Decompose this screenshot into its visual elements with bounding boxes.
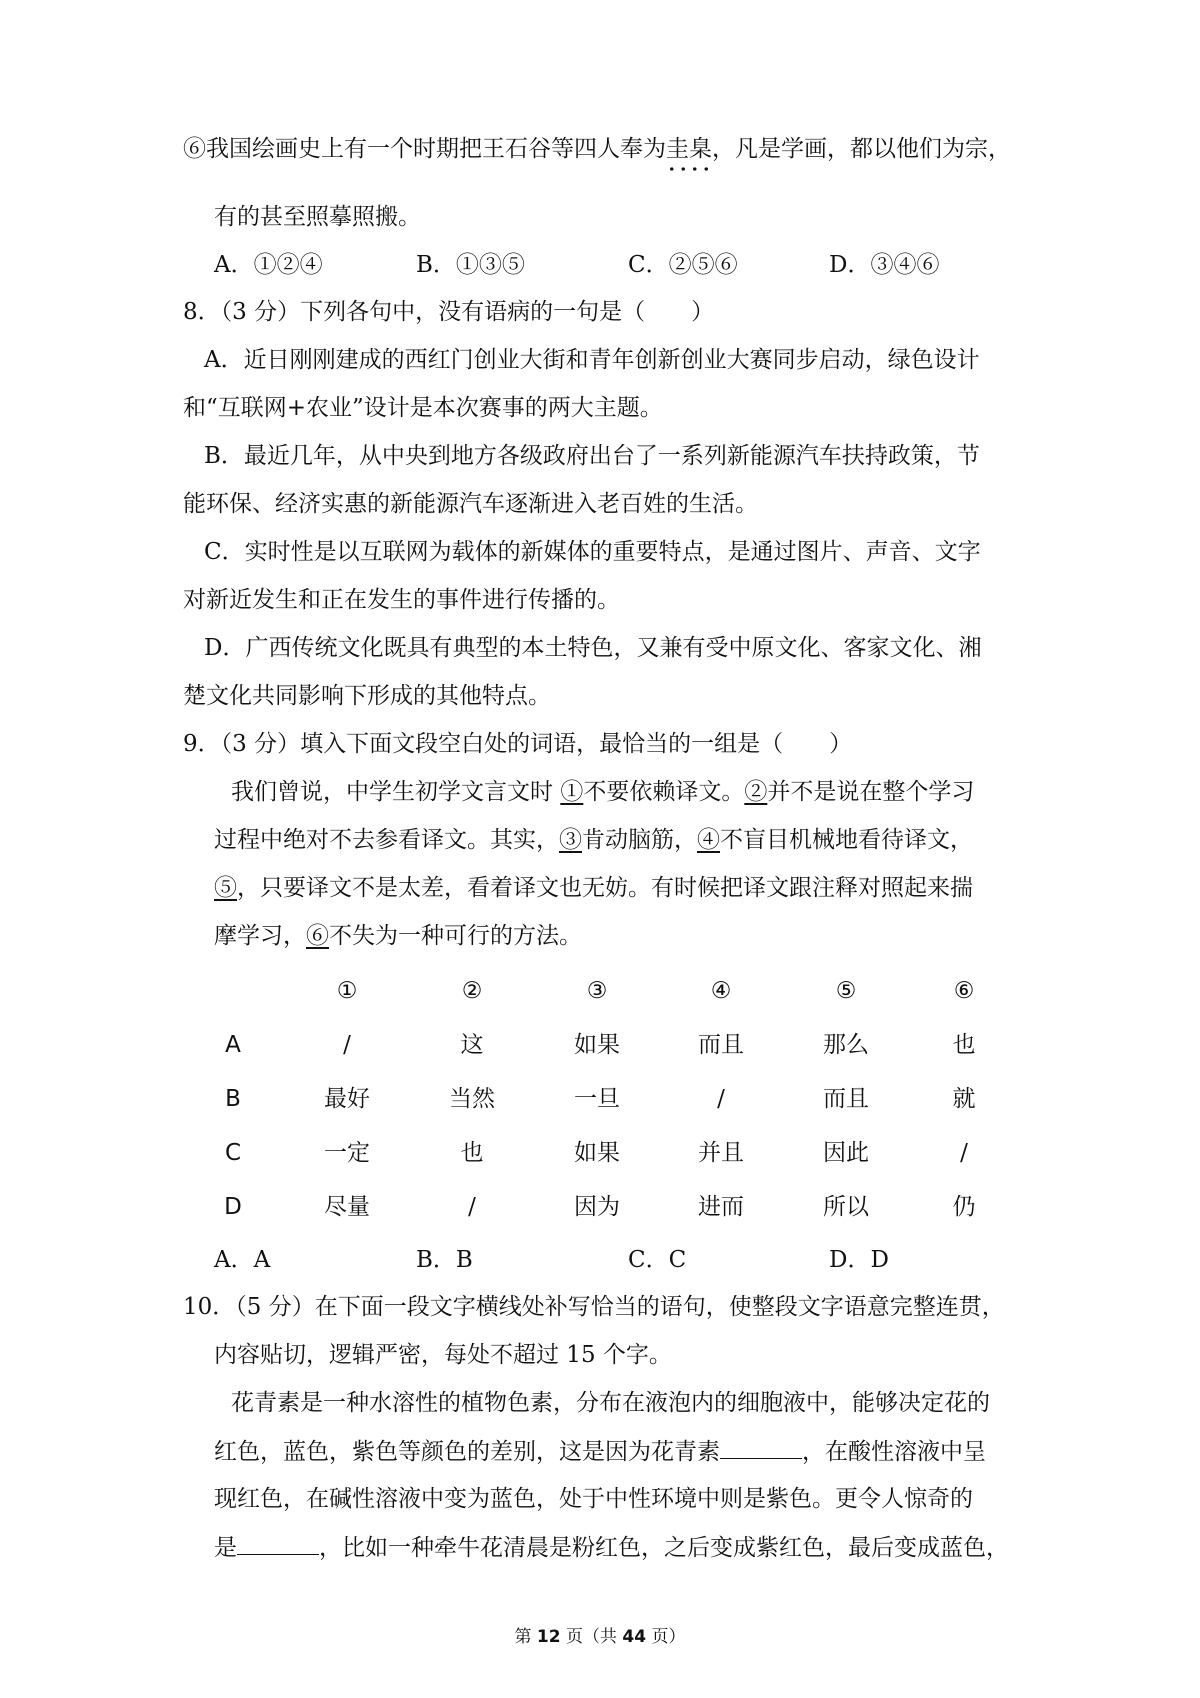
table-cell: 最好 <box>324 1086 370 1112</box>
table-cell: 如果 <box>574 1140 620 1166</box>
blank-marker-1: ① <box>560 779 584 805</box>
table-cell: 因此 <box>823 1140 869 1166</box>
table-row <box>0 1030 1200 1060</box>
table-cell: 仍 <box>952 1194 976 1220</box>
table-cell: 并且 <box>698 1140 744 1166</box>
q8-option-b-line1: B．最近几年，从中央到地方各级政府出台了一系列新能源汽车扶持政策，节 <box>204 443 980 469</box>
q10-passage-line3: 现红色，在碱性溶液中变为蓝色，处于中性环境中则是紫色。更令人惊奇的 <box>214 1486 973 1512</box>
table-cell: 尽量 <box>324 1194 370 1220</box>
table-cell: 也 <box>952 1032 976 1058</box>
table-cell: D <box>224 1194 242 1220</box>
q10-stem-line1: 10．（5 分）在下面一段文字横线处补写恰当的语句，使整段文字语意完整连贯， <box>183 1294 1005 1320</box>
q9-passage-line2: 过程中绝对不去参看译文。其实，③肯动脑筋，④不盲目机械地看待译文， <box>214 827 973 853</box>
q8-option-a-line2: 和“互联网+农业”设计是本次赛事的两大主题。 <box>183 395 663 421</box>
q10-passage-line4: 是 ，比如一种牵牛花清晨是粉红色，之后变成紫红色，最后变成蓝色， <box>214 1532 1009 1563</box>
q7-option-c: C．②⑤⑥ <box>628 252 738 278</box>
table-cell: 就 <box>952 1086 976 1112</box>
q8-option-d-line2: 楚文化共同影响下形成的其他特点。 <box>183 683 551 709</box>
table-row <box>0 1138 1200 1168</box>
table-cell: A <box>225 1032 241 1058</box>
table-cell: B <box>225 1086 241 1112</box>
q9-passage-line1: 我们曾说，中学生初学文言文时 ①不要依赖译文。②并不是说在整个学习 <box>231 779 975 805</box>
q8-option-a-line1: A．近日刚刚建成的西红门创业大街和青年创新创业大赛同步启动，绿色设计 <box>204 347 980 373</box>
q8-stem: 8．（3 分）下列各句中，没有语病的一句是（ ） <box>183 299 715 325</box>
q9-option-a: A．A <box>214 1247 271 1273</box>
table-cell: 而且 <box>698 1032 744 1058</box>
q9-option-b: B．B <box>416 1247 473 1273</box>
q7-options <box>0 250 1200 280</box>
table-cell: 而且 <box>823 1086 869 1112</box>
table-cell: / <box>960 1140 968 1166</box>
table-cell: / <box>717 1086 725 1112</box>
q7-option-d: D．③④⑥ <box>829 252 940 278</box>
q10-passage-line2: 红色，蓝色，紫色等颜色的差别，这是因为花青素 ，在酸性溶液中呈 <box>214 1436 986 1467</box>
q9-option-d: D．D <box>829 1247 889 1273</box>
table-cell: / <box>468 1194 476 1220</box>
table-cell: 当然 <box>449 1086 495 1112</box>
q7-option-b: B．①③⑤ <box>416 252 525 278</box>
q9-option-c: C．C <box>628 1247 687 1273</box>
q9-options <box>0 1245 1200 1275</box>
q10-stem-line2: 内容贴切，逻辑严密，每处不超过 15 个字。 <box>214 1342 672 1368</box>
q8-option-b-line2: 能环保、经济实惠的新能源汽车逐渐进入老百姓的生活。 <box>183 491 758 517</box>
dotted-emphasis: 圭臬 <box>666 136 712 162</box>
table-cell: / <box>343 1032 351 1058</box>
table-cell: C <box>224 1140 242 1166</box>
table-header-cell: ⑥ <box>953 978 975 1004</box>
q7-item-6-line2: 有的甚至照摹照搬。 <box>214 204 421 230</box>
table-row <box>0 1192 1200 1222</box>
table-cell: 那么 <box>823 1032 869 1058</box>
page-footer: 第 12 页（共 44 页） <box>514 1627 686 1647</box>
q8-option-c-line2: 对新近发生和正在发生的事件进行传播的。 <box>183 587 620 613</box>
table-header-cell: ③ <box>586 978 608 1004</box>
total-page-count: 44 <box>622 1627 647 1647</box>
table-cell: 进而 <box>698 1194 744 1220</box>
table-cell: 一旦 <box>574 1086 620 1112</box>
table-cell: 所以 <box>823 1194 869 1220</box>
blank-marker-4: ④ <box>697 827 720 853</box>
q9-passage-line4: 摩学习，⑥不失为一种可行的方法。 <box>214 923 582 949</box>
table-header-cell: ① <box>336 978 358 1004</box>
answer-blank-2 <box>237 1532 319 1555</box>
q9-passage-line3: ⑤，只要译文不是太差，看着译文也无妨。有时候把译文跟注释对照起来揣 <box>214 875 973 901</box>
blank-marker-5: ⑤ <box>214 875 237 901</box>
table-header-cell: ⑤ <box>835 978 857 1004</box>
table-cell: 如果 <box>574 1032 620 1058</box>
table-cell: 也 <box>460 1140 484 1166</box>
table-cell: 因为 <box>574 1194 620 1220</box>
blank-marker-3: ③ <box>559 827 582 853</box>
answer-blank-1 <box>720 1436 802 1459</box>
blank-marker-2: ② <box>744 779 768 805</box>
table-header-cell: ④ <box>710 978 732 1004</box>
table-row <box>0 1084 1200 1114</box>
q9-stem: 9．（3 分）填入下面文段空白处的词语，最恰当的一组是（ ） <box>183 731 853 757</box>
blank-marker-6: ⑥ <box>306 923 329 949</box>
q8-option-c-line1: C．实时性是以互联网为载体的新媒体的重要特点，是通过图片、声音、文字 <box>204 539 981 565</box>
q7-option-a: A．①②④ <box>214 252 323 278</box>
table-cell: 这 <box>460 1032 484 1058</box>
table-header-cell: ② <box>461 978 483 1004</box>
q9-table-header <box>0 976 1200 1006</box>
current-page-number: 12 <box>536 1627 561 1647</box>
q7-item-6-line1: ⑥我国绘画史上有一个时期把王石谷等四人奉为圭臬，凡是学画，都以他们为宗， <box>183 136 1011 162</box>
q10-passage-line1: 花青素是一种水溶性的植物色素，分布在液泡内的细胞液中，能够决定花的 <box>231 1390 990 1416</box>
table-cell: 一定 <box>324 1140 370 1166</box>
q8-option-d-line1: D．广西传统文化既具有典型的本土特色，又兼有受中原文化、客家文化、湘 <box>204 635 982 661</box>
